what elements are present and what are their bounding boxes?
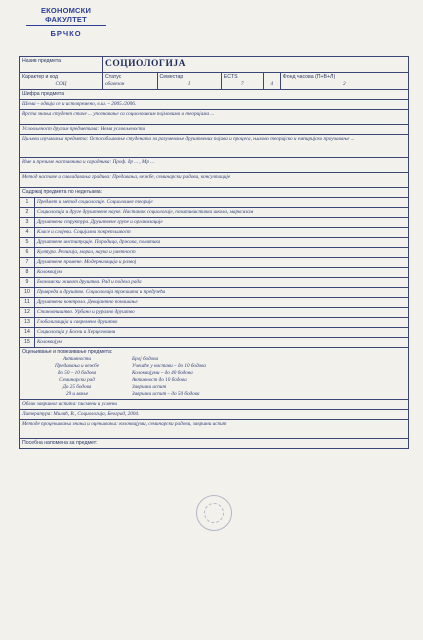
grading-activity: До 25 бодова bbox=[62, 384, 92, 391]
faculty-stamp bbox=[20, 6, 112, 38]
lecture-list bbox=[19, 198, 409, 348]
semester-label: Семестар bbox=[159, 73, 184, 80]
lecture-number: 5 bbox=[20, 238, 35, 247]
lecture-row bbox=[19, 318, 409, 328]
status-label: Статус bbox=[105, 73, 122, 80]
lecture-row bbox=[19, 218, 409, 228]
lecture-number: 12 bbox=[20, 308, 35, 317]
lecture-number: 2 bbox=[20, 208, 35, 217]
lecture-topic: Друштвена контрола. Девијантно понашање bbox=[37, 299, 138, 306]
lecture-row bbox=[19, 308, 409, 318]
lecture-row bbox=[19, 198, 409, 208]
grading-points: Колоквијуми – до 40 бодова bbox=[132, 370, 193, 377]
lecture-number: 8 bbox=[20, 268, 35, 277]
ects-value: 7 bbox=[240, 80, 244, 87]
lecture-topic: Становништво. Урбано и рурално друштво bbox=[37, 309, 135, 316]
grading-points: Активност до 10 бодова bbox=[132, 377, 187, 384]
row-teachers: Име и презиме наставника и сарадника: Проф. др ... , Мр ... bbox=[19, 158, 409, 173]
lecture-topic: Предмет и метод социологије. Социолошке теорије bbox=[37, 198, 153, 205]
grading-points: Учешће у настави – до 10 бодова bbox=[132, 363, 206, 370]
lecture-number: 1 bbox=[20, 198, 35, 207]
official-seal bbox=[196, 495, 232, 531]
lecture-topic: Социологија и друге друштвене науке. Настанак социологије, позитивистичка школа, марксизам bbox=[37, 208, 254, 215]
semester-cell bbox=[157, 72, 221, 89]
grading-points: Број бодова bbox=[132, 356, 159, 363]
lecture-topic: Друштвена структура. Друштвене групе и организације bbox=[37, 218, 163, 225]
row-exam-form: Облик завршног испита: писмени и усмени bbox=[19, 400, 409, 410]
lecture-topic: Глобализација и савремено друштво bbox=[37, 319, 118, 326]
row-teaching-method: Метод наставе и савладавања градива: Предавања, вежбе, семинарски радови, консултације bbox=[19, 173, 409, 188]
blank-label bbox=[266, 74, 278, 81]
course-title-text: СОЦИОЛОГИЈА bbox=[105, 59, 186, 69]
grading-activity: Активности bbox=[63, 356, 91, 363]
grading-points: Завршни испит – до 50 бодова bbox=[132, 391, 200, 398]
grading-row bbox=[22, 384, 406, 391]
row-content-heading: Садржај предмета по недељама: bbox=[19, 188, 409, 198]
code-cell bbox=[20, 72, 103, 89]
hours-value: 2 bbox=[343, 80, 346, 87]
lecture-row bbox=[19, 238, 409, 248]
lecture-row bbox=[19, 248, 409, 258]
grading-activity: до 50 – 10 бодова bbox=[57, 370, 97, 377]
lecture-row bbox=[19, 208, 409, 218]
row-knowledge: Врста знања студент стиче ... упознавање са социолошким појмовима и теоријама ... bbox=[19, 110, 409, 125]
course-header-table bbox=[19, 56, 409, 90]
status-cell bbox=[103, 72, 158, 89]
code-value: СОЦ bbox=[55, 80, 67, 87]
lecture-number: 14 bbox=[20, 328, 35, 337]
lecture-row bbox=[19, 228, 409, 238]
grading-title: Оцењивање и повезивање предмета: bbox=[22, 349, 113, 356]
row-schedule: Шема – одвија се и истовремено, в.ш. – 2005./2006. bbox=[19, 100, 409, 110]
lecture-topic: Социологија у Босни и Херцеговини bbox=[37, 329, 116, 336]
lecture-number: 4 bbox=[20, 228, 35, 237]
course-syllabus-form bbox=[19, 56, 409, 449]
grading-rows bbox=[22, 356, 406, 398]
lecture-topic: Друштвене промене. Модернизација и развој bbox=[37, 259, 137, 265]
grading-section bbox=[19, 348, 409, 400]
grading-row bbox=[22, 391, 406, 398]
lecture-number: 7 bbox=[20, 258, 35, 267]
lecture-number: 10 bbox=[20, 288, 35, 297]
row-literature: Литература: Милић, В., Социологија, Београд, 2004. bbox=[19, 410, 409, 420]
lecture-topic: Колоквијум bbox=[37, 339, 62, 346]
grading-activity: Семинарски рад bbox=[59, 377, 95, 384]
lecture-row bbox=[19, 258, 409, 268]
row-note: Посебна напомена за предмет: bbox=[19, 439, 409, 449]
lecture-number: 13 bbox=[20, 318, 35, 327]
grading-activity: 29 и мање bbox=[65, 391, 89, 398]
lecture-topic: Економски живот друштва. Рад и подела рада bbox=[37, 279, 142, 286]
grading-points: Завршни испит bbox=[132, 384, 167, 391]
semester-value: I bbox=[188, 80, 190, 87]
grading-activity: Предавања и вежбе bbox=[54, 363, 100, 370]
lecture-topic: Друштвене институције. Породица, држава, политика bbox=[37, 238, 161, 245]
lecture-topic: Класе и слојеви. Социјална покретљивост bbox=[37, 228, 131, 235]
lecture-topic: Колоквијум bbox=[37, 269, 62, 276]
lecture-row bbox=[19, 288, 409, 298]
course-name-label: Назив предмета bbox=[20, 57, 103, 73]
lecture-number: 9 bbox=[20, 278, 35, 287]
lecture-topic: Привреда и друштво. Социологија тржишта и предузећа bbox=[37, 289, 166, 296]
status-value: обавезан bbox=[105, 80, 125, 87]
hours-cell bbox=[280, 72, 408, 89]
lecture-number: 11 bbox=[20, 298, 35, 307]
stamp-line2: БРЧКО bbox=[50, 29, 82, 38]
ects-cell bbox=[221, 72, 263, 89]
row-objectives: Циљеви изучавања предмета: Оспособљавање студената за разумевање друштвених појава и процеса, њихово теоријско и емпиријско проучавање ... bbox=[19, 135, 409, 158]
lecture-row bbox=[19, 298, 409, 308]
stamp-line1: ЕКОНОМСКИ ФАКУЛТЕТ bbox=[40, 6, 92, 24]
blank-value: 4 bbox=[270, 80, 274, 87]
code-label: Карактер и код bbox=[22, 73, 58, 80]
row-course-code: Шифра предмета bbox=[19, 90, 409, 100]
lecture-row bbox=[19, 338, 409, 348]
lecture-number: 3 bbox=[20, 218, 35, 227]
lecture-row bbox=[19, 268, 409, 278]
row-assessment: Методе процењивања знања и оцењивања: колоквијуми, семинарски радови, завршни испит bbox=[19, 420, 409, 439]
row-prerequisites: Условљеност другим предметима: Нема условљености bbox=[19, 125, 409, 135]
course-title bbox=[103, 57, 409, 73]
hours-label: Фонд часова (П+В+Л) bbox=[282, 73, 336, 80]
ects-label: ECTS bbox=[223, 73, 238, 80]
stamp-rule bbox=[26, 25, 106, 26]
lecture-topic: Култура. Религија, морал, наука и уметност bbox=[37, 248, 136, 255]
lecture-number: 15 bbox=[20, 338, 35, 347]
lecture-number: 6 bbox=[20, 248, 35, 257]
lecture-row bbox=[19, 278, 409, 288]
blank-cell bbox=[263, 72, 280, 89]
lecture-row bbox=[19, 328, 409, 338]
